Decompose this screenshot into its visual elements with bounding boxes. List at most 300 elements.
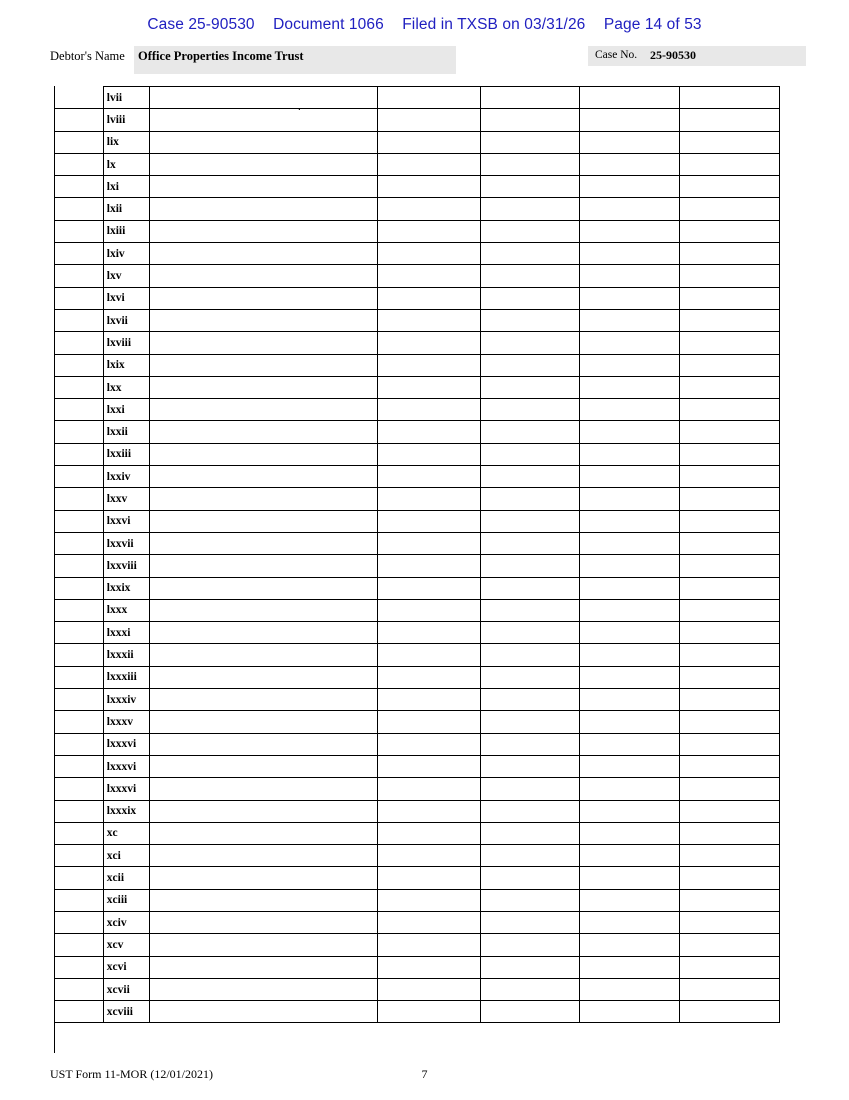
row-data-cell[interactable] — [680, 332, 780, 354]
row-data-cell[interactable] — [150, 309, 377, 331]
row-numeral-cell: lxxxii — [103, 644, 150, 666]
row-data-cell[interactable] — [377, 889, 480, 911]
row-data-cell[interactable] — [580, 755, 680, 777]
row-data-cell[interactable] — [480, 911, 580, 933]
row-numeral-cell: lxx — [103, 376, 150, 398]
row-data-cell[interactable] — [480, 577, 580, 599]
row-numeral-cell: lxvi — [103, 287, 150, 309]
row-data-cell[interactable] — [377, 622, 480, 644]
row-marker-cell — [55, 176, 104, 198]
row-data-cell[interactable] — [680, 176, 780, 198]
row-data-cell[interactable] — [680, 109, 780, 131]
row-data-cell[interactable] — [680, 87, 780, 109]
table-row — [55, 934, 780, 956]
debtor-header-row — [50, 46, 806, 74]
row-data-cell[interactable] — [150, 644, 377, 666]
row-data-cell[interactable] — [580, 309, 680, 331]
row-numeral-cell: lxxix — [103, 577, 150, 599]
row-data-cell[interactable] — [377, 287, 480, 309]
row-marker-cell — [55, 555, 104, 577]
table-row — [55, 644, 780, 666]
row-numeral-cell: lx — [103, 153, 150, 175]
row-data-cell[interactable] — [680, 845, 780, 867]
row-data-cell[interactable] — [680, 198, 780, 220]
row-data-cell[interactable] — [480, 265, 580, 287]
row-data-cell[interactable] — [580, 87, 680, 109]
table-row — [55, 443, 780, 465]
row-data-cell[interactable] — [377, 577, 480, 599]
row-data-cell[interactable] — [150, 755, 377, 777]
row-data-cell[interactable] — [377, 109, 480, 131]
table-row — [55, 532, 780, 554]
row-marker-cell — [55, 376, 104, 398]
row-data-cell[interactable] — [680, 265, 780, 287]
row-data-cell[interactable] — [680, 532, 780, 554]
row-numeral-cell: xcvi — [103, 956, 150, 978]
table-row — [55, 109, 780, 131]
row-numeral-cell: lxxxvi — [103, 755, 150, 777]
row-data-cell[interactable] — [480, 889, 580, 911]
row-data-cell[interactable] — [150, 421, 377, 443]
row-data-cell[interactable] — [580, 354, 680, 376]
row-data-cell[interactable] — [377, 354, 480, 376]
row-numeral-cell: lxxviii — [103, 555, 150, 577]
row-data-cell[interactable] — [480, 622, 580, 644]
row-data-cell[interactable] — [480, 532, 580, 554]
row-data-cell[interactable] — [580, 555, 680, 577]
row-data-cell[interactable] — [580, 532, 680, 554]
row-data-cell[interactable] — [480, 1001, 580, 1023]
row-data-cell[interactable] — [480, 153, 580, 175]
row-marker-cell — [55, 153, 104, 175]
row-data-cell[interactable] — [480, 309, 580, 331]
row-data-cell[interactable] — [150, 889, 377, 911]
row-data-cell[interactable] — [377, 131, 480, 153]
row-data-cell[interactable] — [480, 243, 580, 265]
row-marker-cell — [55, 822, 104, 844]
table-row — [55, 220, 780, 242]
row-marker-cell — [55, 354, 104, 376]
row-data-cell[interactable] — [377, 176, 480, 198]
row-data-cell[interactable] — [150, 911, 377, 933]
row-data-cell[interactable] — [150, 443, 377, 465]
row-data-cell[interactable] — [580, 243, 680, 265]
table-row — [55, 800, 780, 822]
row-data-cell[interactable] — [580, 176, 680, 198]
row-numeral-cell: lxxxi — [103, 622, 150, 644]
row-data-cell[interactable] — [580, 934, 680, 956]
row-data-cell[interactable] — [377, 1001, 480, 1023]
row-numeral-cell: lxxxvi — [103, 778, 150, 800]
row-data-cell[interactable] — [580, 332, 680, 354]
row-data-cell[interactable] — [480, 689, 580, 711]
table-row — [55, 131, 780, 153]
row-data-cell[interactable] — [480, 845, 580, 867]
row-data-cell[interactable] — [680, 131, 780, 153]
row-data-cell[interactable] — [150, 243, 377, 265]
table-row — [55, 466, 780, 488]
row-data-cell[interactable] — [377, 555, 480, 577]
row-numeral-cell: lxv — [103, 265, 150, 287]
table-row — [55, 577, 780, 599]
row-data-cell[interactable] — [377, 421, 480, 443]
row-data-cell[interactable] — [480, 555, 580, 577]
row-data-cell[interactable] — [480, 198, 580, 220]
table-row — [55, 733, 780, 755]
row-data-cell[interactable] — [480, 466, 580, 488]
row-data-cell[interactable] — [480, 510, 580, 532]
row-data-cell[interactable] — [480, 287, 580, 309]
row-data-cell[interactable] — [150, 666, 377, 688]
row-data-cell[interactable] — [680, 399, 780, 421]
ecf-filed-date: Filed in TXSB on 03/31/26 — [402, 16, 586, 33]
row-data-cell[interactable] — [480, 733, 580, 755]
row-data-cell[interactable] — [377, 220, 480, 242]
row-data-cell[interactable] — [377, 265, 480, 287]
row-data-cell[interactable] — [150, 131, 377, 153]
row-data-cell[interactable] — [680, 755, 780, 777]
row-data-cell[interactable] — [480, 666, 580, 688]
row-data-cell[interactable] — [680, 956, 780, 978]
row-data-cell[interactable] — [150, 354, 377, 376]
row-data-cell[interactable] — [680, 287, 780, 309]
row-data-cell[interactable] — [580, 1001, 680, 1023]
row-data-cell[interactable] — [480, 800, 580, 822]
row-data-cell[interactable] — [377, 689, 480, 711]
row-data-cell[interactable] — [580, 399, 680, 421]
row-data-cell[interactable] — [150, 488, 377, 510]
row-marker-cell — [55, 978, 104, 1000]
row-data-cell[interactable] — [150, 510, 377, 532]
row-data-cell[interactable] — [680, 376, 780, 398]
row-marker-cell — [55, 934, 104, 956]
row-data-cell[interactable] — [680, 1001, 780, 1023]
row-numeral-cell: lxxvi — [103, 510, 150, 532]
row-data-cell[interactable] — [480, 956, 580, 978]
row-data-cell[interactable] — [580, 376, 680, 398]
row-data-cell[interactable] — [480, 376, 580, 398]
row-data-cell[interactable] — [377, 778, 480, 800]
row-data-cell[interactable] — [377, 800, 480, 822]
row-data-cell[interactable] — [150, 867, 377, 889]
row-data-cell[interactable] — [377, 488, 480, 510]
row-data-cell[interactable] — [580, 867, 680, 889]
row-marker-cell — [55, 443, 104, 465]
row-data-cell[interactable] — [680, 243, 780, 265]
row-data-cell[interactable] — [377, 332, 480, 354]
row-data-cell[interactable] — [480, 488, 580, 510]
row-data-cell[interactable] — [680, 934, 780, 956]
row-data-cell[interactable] — [150, 956, 377, 978]
row-data-cell[interactable] — [150, 733, 377, 755]
row-data-cell[interactable] — [150, 599, 377, 621]
ecf-page-range: Page 14 of 53 — [603, 16, 702, 33]
row-data-cell[interactable] — [580, 622, 680, 644]
row-data-cell[interactable] — [377, 644, 480, 666]
row-data-cell[interactable] — [580, 153, 680, 175]
row-marker-cell — [55, 1001, 104, 1023]
row-data-cell[interactable] — [150, 555, 377, 577]
row-data-cell[interactable] — [150, 711, 377, 733]
table-row — [55, 309, 780, 331]
row-data-cell[interactable] — [580, 666, 680, 688]
row-data-cell[interactable] — [580, 800, 680, 822]
row-data-cell[interactable] — [580, 689, 680, 711]
row-data-cell[interactable] — [480, 176, 580, 198]
row-data-cell[interactable] — [377, 934, 480, 956]
row-data-cell[interactable] — [480, 934, 580, 956]
row-data-cell[interactable] — [680, 510, 780, 532]
table-row — [55, 711, 780, 733]
row-data-cell[interactable] — [377, 309, 480, 331]
row-marker-cell — [55, 666, 104, 688]
row-data-cell[interactable] — [680, 800, 780, 822]
row-data-cell[interactable] — [680, 220, 780, 242]
row-marker-cell — [55, 109, 104, 131]
row-data-cell[interactable] — [377, 198, 480, 220]
row-numeral-cell: lxxii — [103, 421, 150, 443]
row-data-cell[interactable] — [150, 376, 377, 398]
row-marker-cell — [55, 755, 104, 777]
row-data-cell[interactable] — [150, 399, 377, 421]
row-data-cell[interactable] — [680, 666, 780, 688]
table-row — [55, 287, 780, 309]
row-data-cell[interactable] — [150, 800, 377, 822]
row-data-cell[interactable] — [150, 287, 377, 309]
row-data-cell[interactable] — [680, 711, 780, 733]
row-data-cell[interactable] — [377, 867, 480, 889]
row-marker-cell — [55, 243, 104, 265]
row-data-cell[interactable] — [680, 309, 780, 331]
row-data-cell[interactable] — [580, 599, 680, 621]
row-data-cell[interactable] — [480, 131, 580, 153]
row-data-cell[interactable] — [150, 466, 377, 488]
row-marker-cell — [55, 198, 104, 220]
row-data-cell[interactable] — [580, 978, 680, 1000]
row-data-cell[interactable] — [580, 911, 680, 933]
row-data-cell[interactable] — [680, 689, 780, 711]
table-row — [55, 176, 780, 198]
row-data-cell[interactable] — [480, 399, 580, 421]
stray-dot-mark: . — [298, 101, 301, 113]
table-row — [55, 822, 780, 844]
page-number: 7 — [421, 1067, 428, 1081]
row-numeral-cell: lxxvii — [103, 532, 150, 554]
row-data-cell[interactable] — [580, 711, 680, 733]
row-data-cell[interactable] — [580, 510, 680, 532]
row-data-cell[interactable] — [480, 978, 580, 1000]
row-numeral-cell: lvii — [103, 87, 150, 109]
row-numeral-cell: lxii — [103, 198, 150, 220]
row-marker-cell — [55, 577, 104, 599]
row-data-cell[interactable] — [680, 354, 780, 376]
row-data-cell[interactable] — [480, 778, 580, 800]
row-data-cell[interactable] — [150, 577, 377, 599]
row-data-cell[interactable] — [377, 153, 480, 175]
row-numeral-cell: xciv — [103, 911, 150, 933]
row-data-cell[interactable] — [580, 421, 680, 443]
row-marker-cell — [55, 800, 104, 822]
row-data-cell[interactable] — [580, 488, 680, 510]
table-row — [55, 399, 780, 421]
row-data-cell[interactable] — [480, 599, 580, 621]
row-numeral-cell: lxxxvi — [103, 733, 150, 755]
row-data-cell[interactable] — [150, 1001, 377, 1023]
row-data-cell[interactable] — [150, 532, 377, 554]
row-data-cell[interactable] — [680, 644, 780, 666]
row-data-cell[interactable] — [480, 443, 580, 465]
row-data-cell[interactable] — [377, 956, 480, 978]
row-data-cell[interactable] — [150, 978, 377, 1000]
row-data-cell[interactable] — [377, 822, 480, 844]
row-data-cell[interactable] — [480, 220, 580, 242]
row-numeral-cell: xcv — [103, 934, 150, 956]
row-data-cell[interactable] — [680, 577, 780, 599]
table-row — [55, 243, 780, 265]
row-data-cell[interactable] — [377, 443, 480, 465]
row-data-cell[interactable] — [150, 153, 377, 175]
row-marker-cell — [55, 689, 104, 711]
row-data-cell[interactable] — [580, 577, 680, 599]
row-marker-cell — [55, 733, 104, 755]
row-data-cell[interactable] — [680, 822, 780, 844]
row-numeral-cell: lxxxiv — [103, 689, 150, 711]
table-row — [55, 622, 780, 644]
row-data-cell[interactable] — [680, 421, 780, 443]
row-data-cell[interactable] — [580, 287, 680, 309]
table-row — [55, 421, 780, 443]
row-data-cell[interactable] — [580, 109, 680, 131]
row-data-cell[interactable] — [150, 689, 377, 711]
table-row — [55, 889, 780, 911]
row-marker-cell — [55, 532, 104, 554]
row-data-cell[interactable] — [580, 198, 680, 220]
row-numeral-cell: xcvii — [103, 978, 150, 1000]
row-data-cell[interactable] — [377, 599, 480, 621]
row-data-cell[interactable] — [580, 644, 680, 666]
row-numeral-cell: lxiv — [103, 243, 150, 265]
debtor-name-label: Debtor's Name — [50, 49, 125, 63]
row-data-cell[interactable] — [150, 220, 377, 242]
row-data-cell[interactable] — [377, 666, 480, 688]
row-data-cell[interactable] — [480, 644, 580, 666]
row-data-cell[interactable] — [680, 978, 780, 1000]
row-marker-cell — [55, 309, 104, 331]
row-data-cell[interactable] — [480, 711, 580, 733]
row-data-cell[interactable] — [680, 488, 780, 510]
row-data-cell[interactable] — [150, 822, 377, 844]
row-data-cell[interactable] — [480, 867, 580, 889]
row-marker-cell — [55, 488, 104, 510]
row-data-cell[interactable] — [377, 399, 480, 421]
row-numeral-cell: lxxxv — [103, 711, 150, 733]
row-data-cell[interactable] — [580, 443, 680, 465]
row-data-cell[interactable] — [377, 845, 480, 867]
row-data-cell[interactable] — [580, 131, 680, 153]
row-marker-cell — [55, 87, 104, 109]
row-data-cell[interactable] — [150, 109, 377, 131]
row-numeral-cell: lxi — [103, 176, 150, 198]
row-marker-cell — [55, 399, 104, 421]
row-data-cell[interactable] — [680, 911, 780, 933]
row-data-cell[interactable] — [680, 733, 780, 755]
row-data-cell[interactable] — [377, 87, 480, 109]
row-data-cell[interactable] — [377, 532, 480, 554]
row-data-cell[interactable] — [377, 733, 480, 755]
row-data-cell[interactable] — [580, 220, 680, 242]
row-data-cell[interactable] — [580, 822, 680, 844]
row-data-cell[interactable] — [150, 934, 377, 956]
row-numeral-cell: xci — [103, 845, 150, 867]
row-data-cell[interactable] — [480, 87, 580, 109]
schedule-table-body — [55, 87, 780, 1023]
row-data-cell[interactable] — [680, 599, 780, 621]
row-data-cell[interactable] — [150, 622, 377, 644]
row-data-cell[interactable] — [480, 822, 580, 844]
row-data-cell[interactable] — [150, 332, 377, 354]
row-data-cell[interactable] — [680, 153, 780, 175]
table-row — [55, 332, 780, 354]
debtor-name-value: Office Properties Income Trust — [138, 49, 304, 63]
row-data-cell[interactable] — [377, 510, 480, 532]
row-data-cell[interactable] — [580, 733, 680, 755]
row-data-cell[interactable] — [680, 466, 780, 488]
row-data-cell[interactable] — [377, 911, 480, 933]
row-data-cell[interactable] — [680, 778, 780, 800]
row-data-cell[interactable] — [150, 265, 377, 287]
row-data-cell[interactable] — [680, 889, 780, 911]
row-data-cell[interactable] — [680, 443, 780, 465]
row-data-cell[interactable] — [377, 466, 480, 488]
row-data-cell[interactable] — [580, 889, 680, 911]
row-data-cell[interactable] — [680, 867, 780, 889]
row-data-cell[interactable] — [580, 265, 680, 287]
row-marker-cell — [55, 287, 104, 309]
row-numeral-cell: lxxiv — [103, 466, 150, 488]
row-data-cell[interactable] — [150, 845, 377, 867]
row-data-cell[interactable] — [150, 87, 377, 109]
row-marker-cell — [55, 889, 104, 911]
row-marker-cell — [55, 265, 104, 287]
case-number-value: 25-90530 — [650, 48, 696, 62]
row-data-cell[interactable] — [480, 421, 580, 443]
row-data-cell[interactable] — [680, 622, 780, 644]
row-data-cell[interactable] — [680, 555, 780, 577]
row-data-cell[interactable] — [377, 243, 480, 265]
row-data-cell[interactable] — [580, 466, 680, 488]
row-marker-cell — [55, 421, 104, 443]
row-data-cell[interactable] — [377, 978, 480, 1000]
row-data-cell[interactable] — [580, 845, 680, 867]
row-data-cell[interactable] — [150, 778, 377, 800]
row-data-cell[interactable] — [377, 755, 480, 777]
row-data-cell[interactable] — [150, 176, 377, 198]
row-numeral-cell: lxxxiii — [103, 666, 150, 688]
row-data-cell[interactable] — [480, 354, 580, 376]
row-data-cell[interactable] — [377, 711, 480, 733]
row-numeral-cell: lxviii — [103, 332, 150, 354]
row-data-cell[interactable] — [480, 109, 580, 131]
row-data-cell[interactable] — [480, 332, 580, 354]
row-data-cell[interactable] — [480, 755, 580, 777]
row-data-cell[interactable] — [580, 956, 680, 978]
row-marker-cell — [55, 599, 104, 621]
row-data-cell[interactable] — [377, 376, 480, 398]
row-data-cell[interactable] — [580, 778, 680, 800]
case-number-label: Case No. — [595, 49, 638, 61]
row-data-cell[interactable] — [150, 198, 377, 220]
schedule-table — [54, 86, 780, 1023]
